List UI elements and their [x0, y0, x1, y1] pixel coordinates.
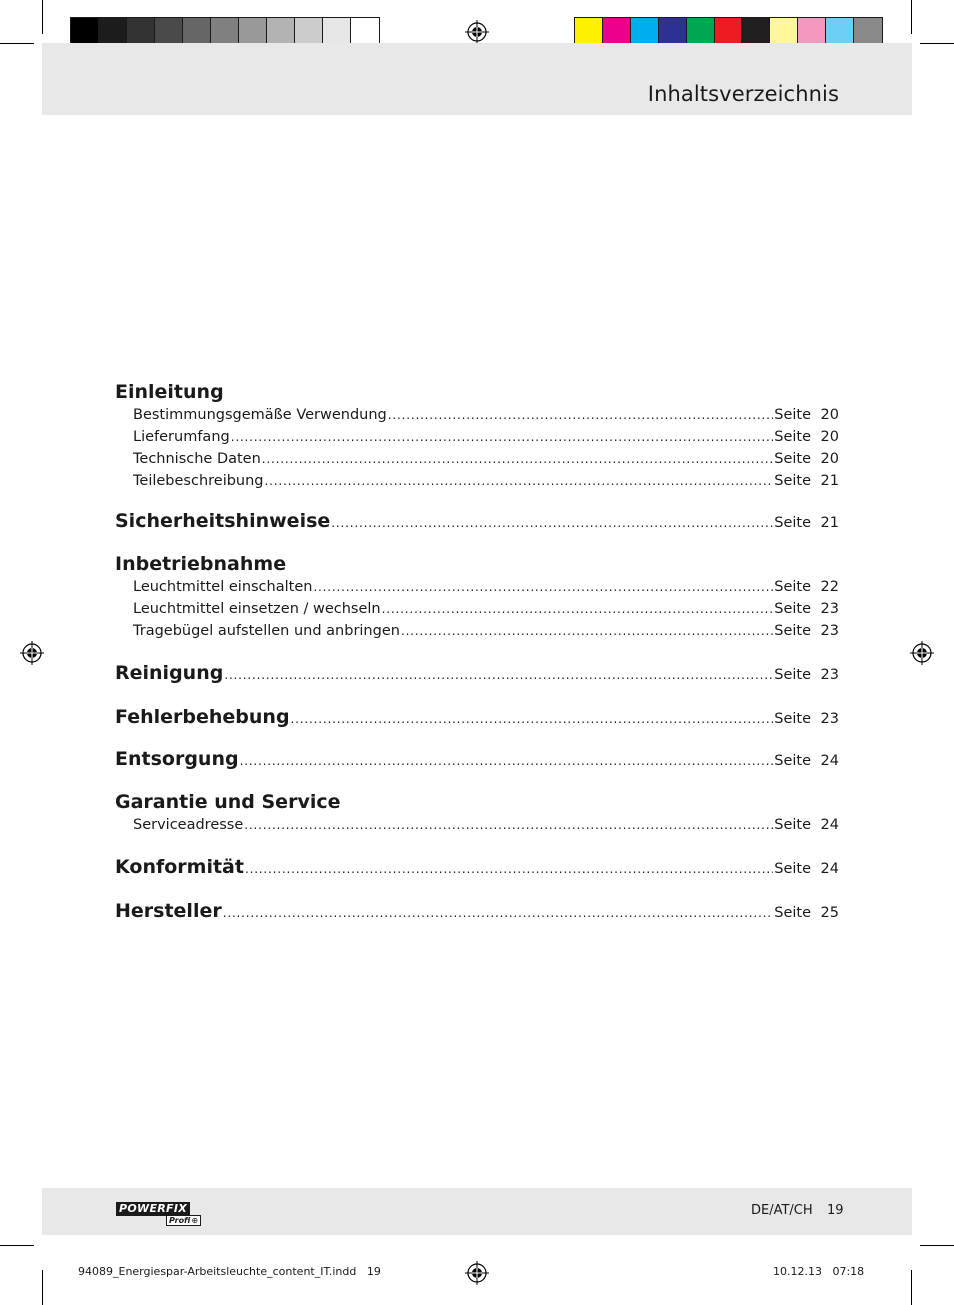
color-swatch	[687, 18, 715, 45]
toc-page-number: 24	[820, 817, 839, 833]
leader-dots	[382, 598, 774, 620]
leader-dots	[240, 746, 774, 774]
toc-page-number: 20	[820, 407, 839, 423]
seite-label: Seite	[774, 515, 811, 531]
toc-section	[115, 660, 839, 686]
seite-label: Seite	[774, 407, 811, 423]
leader-dots	[291, 704, 774, 732]
seite-label: Seite	[774, 579, 811, 595]
toc-page-number: 24	[820, 753, 839, 769]
color-swatch	[715, 18, 743, 45]
grayscale-color-bar	[70, 17, 380, 46]
crop-mark	[0, 1245, 34, 1246]
toc-entry	[115, 470, 839, 492]
toc-entry-label: Teilebeschreibung	[133, 473, 264, 489]
table-of-contents	[115, 380, 839, 924]
toc-entry	[115, 814, 839, 836]
color-swatch	[826, 18, 854, 45]
color-swatch	[798, 18, 826, 45]
region-label: DE/AT/CH	[751, 1203, 813, 1218]
toc-entry-label: Leuchtmittel einschalten	[133, 579, 313, 595]
toc-heading: Reinigung	[115, 662, 224, 684]
toc-page-number: 23	[820, 667, 839, 683]
color-swatch	[770, 18, 798, 45]
toc-page-number: 24	[820, 861, 839, 877]
toc-section	[115, 508, 839, 534]
toc-heading-row	[115, 704, 839, 730]
toc-entry	[115, 620, 839, 642]
toc-heading-row	[115, 508, 839, 534]
toc-page-number: 21	[820, 515, 839, 531]
registration-mark-icon	[465, 20, 489, 44]
color-swatch	[575, 18, 603, 45]
seite-label: Seite	[774, 451, 811, 467]
seite-label: Seite	[774, 817, 811, 833]
toc-heading: Garantie und Service	[115, 791, 341, 813]
color-swatch	[854, 18, 882, 45]
powerfix-logo	[116, 1202, 190, 1216]
toc-heading: Hersteller	[115, 900, 222, 922]
toc-entry	[115, 426, 839, 448]
leader-dots	[388, 404, 773, 426]
color-swatch	[239, 18, 267, 45]
brand-sub: Profi	[169, 1216, 191, 1225]
toc-section	[115, 552, 839, 642]
toc-page-number: 23	[820, 711, 839, 727]
color-swatch	[155, 18, 183, 45]
toc-entry-label: Technische Daten	[133, 451, 261, 467]
page-number: 19	[827, 1203, 844, 1218]
toc-entry-label: Tragebügel aufstellen und anbringen	[133, 623, 400, 639]
toc-heading: Fehlerbehebung	[115, 706, 290, 728]
toc-heading: Inbetriebnahme	[115, 553, 287, 575]
crop-mark	[0, 43, 34, 44]
toc-page-number: 20	[820, 451, 839, 467]
toc-entry	[115, 404, 839, 426]
toc-page-number: 22	[820, 579, 839, 595]
slug-datetime: 10.12.13 07:18	[773, 1265, 865, 1278]
leader-dots	[245, 854, 773, 882]
slug-filename: 94089_Energiespar-Arbeitsleuchte_content_IT.indd 19	[78, 1265, 381, 1278]
toc-page-number: 25	[820, 905, 839, 921]
registration-mark-icon	[910, 641, 934, 665]
seite-label: Seite	[774, 711, 811, 727]
leader-dots	[244, 814, 773, 836]
leader-dots	[331, 508, 773, 536]
crop-mark	[920, 1245, 954, 1246]
seite-label: Seite	[774, 753, 811, 769]
plus-icon: ⊕	[191, 1216, 199, 1225]
toc-section	[115, 898, 839, 924]
seite-label: Seite	[774, 429, 811, 445]
registration-mark-icon	[465, 1261, 489, 1285]
toc-section	[115, 854, 839, 880]
seite-label: Seite	[774, 667, 811, 683]
toc-entry-label: Lieferumfang	[133, 429, 230, 445]
leader-dots	[223, 898, 774, 926]
toc-heading-row	[115, 854, 839, 880]
seite-label: Seite	[774, 473, 811, 489]
leader-dots	[262, 448, 773, 470]
color-swatch	[323, 18, 351, 45]
process-color-bar	[574, 17, 883, 46]
seite-label: Seite	[774, 601, 811, 617]
brand-name: POWERFIX	[116, 1202, 190, 1216]
toc-section	[115, 704, 839, 730]
color-swatch	[742, 18, 770, 45]
leader-dots	[265, 470, 774, 492]
color-swatch	[631, 18, 659, 45]
toc-page-number: 21	[820, 473, 839, 489]
toc-page-number: 23	[820, 601, 839, 617]
toc-entry-label: Bestimmungsgemäße Verwendung	[133, 407, 387, 423]
toc-heading-row	[115, 746, 839, 772]
seite-label: Seite	[774, 905, 811, 921]
crop-mark	[42, 1270, 43, 1305]
toc-section	[115, 380, 839, 492]
toc-entry	[115, 576, 839, 598]
color-swatch	[603, 18, 631, 45]
color-swatch	[183, 18, 211, 45]
page-title: Inhaltsverzeichnis	[647, 82, 839, 106]
toc-page-number: 20	[820, 429, 839, 445]
crop-mark	[42, 0, 43, 34]
seite-label: Seite	[774, 861, 811, 877]
color-swatch	[659, 18, 687, 45]
color-swatch	[295, 18, 323, 45]
seite-label: Seite	[774, 623, 811, 639]
color-swatch	[211, 18, 239, 45]
toc-heading: Entsorgung	[115, 748, 239, 770]
color-swatch	[351, 18, 379, 45]
color-swatch	[127, 18, 155, 45]
color-swatch	[99, 18, 127, 45]
crop-mark	[911, 1270, 912, 1305]
toc-heading: Einleitung	[115, 381, 224, 403]
toc-heading: Sicherheitshinweise	[115, 510, 331, 532]
toc-entry	[115, 448, 839, 470]
leader-dots	[401, 620, 773, 642]
crop-mark	[911, 0, 912, 34]
toc-entry-label: Serviceadresse	[133, 817, 244, 833]
toc-section	[115, 790, 839, 836]
brand-sub-badge	[166, 1215, 201, 1226]
toc-heading: Konformität	[115, 856, 244, 878]
toc-entry	[115, 598, 839, 620]
toc-entry-label: Leuchtmittel einsetzen / wechseln	[133, 601, 381, 617]
color-swatch	[267, 18, 295, 45]
color-swatch	[71, 18, 99, 45]
registration-mark-icon	[20, 641, 44, 665]
toc-page-number: 23	[820, 623, 839, 639]
leader-dots	[224, 660, 773, 688]
toc-heading-row	[115, 898, 839, 924]
toc-heading-row	[115, 660, 839, 686]
leader-dots	[313, 576, 773, 598]
toc-section	[115, 746, 839, 772]
crop-mark	[920, 43, 954, 44]
leader-dots	[231, 426, 774, 448]
